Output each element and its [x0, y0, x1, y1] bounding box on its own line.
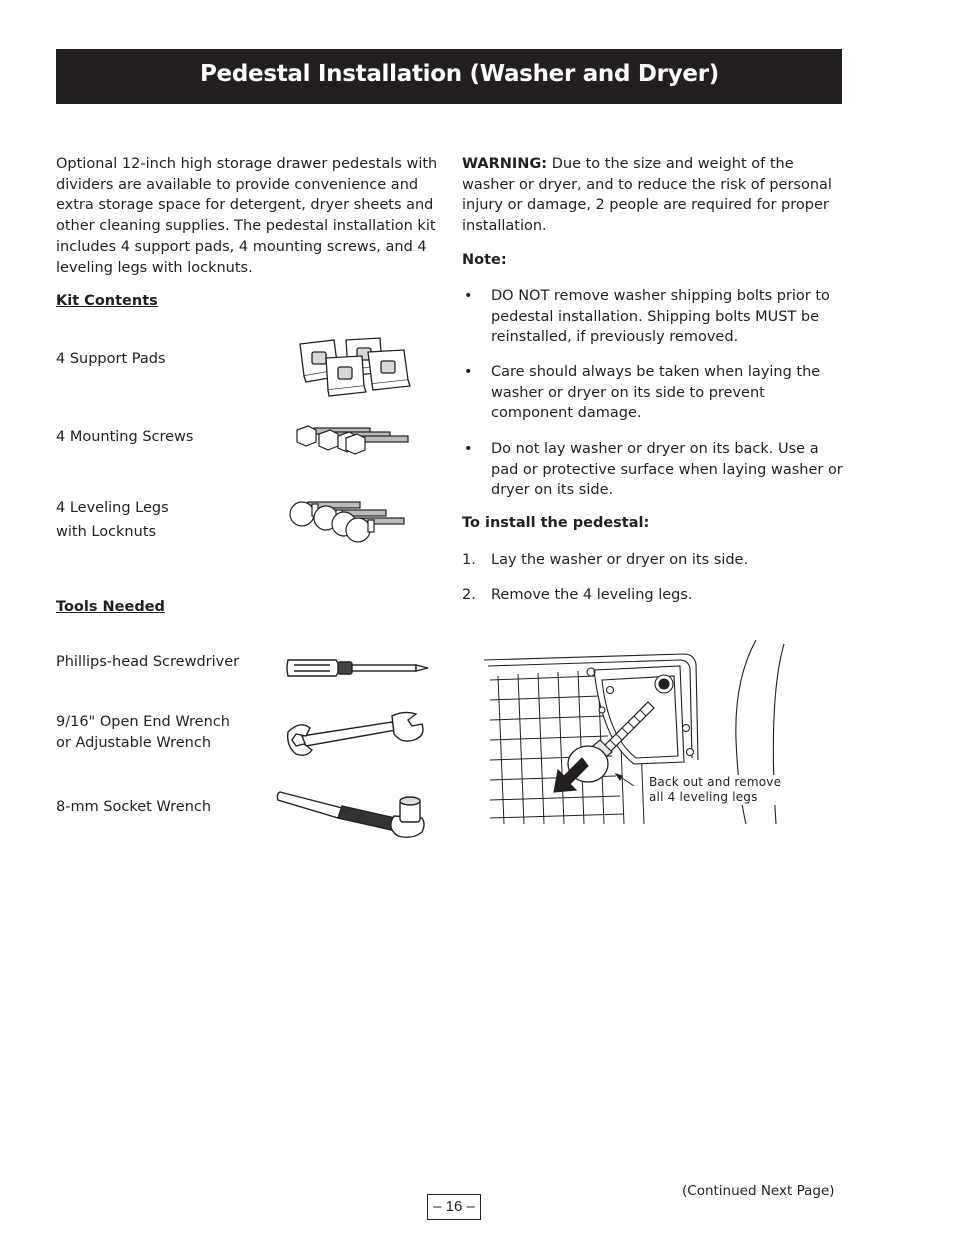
leveling-legs-label-line1: 4 Leveling Legs: [56, 500, 169, 516]
wrench-label-line1: 9/16" Open End Wrench: [56, 714, 230, 730]
step-number: 1.: [462, 552, 476, 568]
continued-note: (Continued Next Page): [682, 1183, 835, 1199]
tools-needed-heading: Tools Needed: [56, 599, 165, 615]
mounting-screws-label: 4 Mounting Screws: [56, 429, 194, 445]
step-number: 2.: [462, 587, 476, 603]
note-bullet: • Care should always be taken when laying the washer or dryer on its side to prevent component damage.: [462, 362, 844, 424]
socket-wrench-illustration: [276, 784, 432, 842]
note-bullet-text: DO NOT remove washer shipping bolts prior to pedestal installation. Shipping bolts MUST be reinstalled, if previously removed.: [491, 288, 830, 346]
leveling-legs-label: [56, 496, 256, 544]
support-pads-illustration: [294, 336, 414, 398]
support-pads-label: 4 Support Pads: [56, 351, 166, 367]
page-number: – 16 –: [427, 1194, 481, 1220]
screwdriver-illustration: [284, 654, 432, 682]
callout-line2: all 4 leveling legs: [649, 790, 758, 804]
step-text: Lay the washer or dryer on its side.: [491, 552, 749, 568]
warning-label: WARNING:: [462, 156, 548, 172]
note-bullet: • Do not lay washer or dryer on its back. Use a pad or protective surface when laying washer or dryer on its side.: [462, 439, 844, 501]
wrench-label: [56, 712, 256, 754]
callout-line1: Back out and remove: [649, 775, 782, 789]
diagram-callout: [649, 775, 819, 805]
note-bullet-text: Care should always be taken when laying the washer or dryer on its side to prevent component damage.: [491, 364, 821, 422]
warning-paragraph: [462, 154, 844, 237]
page-title: Pedestal Installation (Washer and Dryer): [200, 61, 719, 87]
screwdriver-label: Phillips-head Screwdriver: [56, 654, 240, 670]
title-bar: [56, 49, 842, 104]
wrench-label-line2: or Adjustable Wrench: [56, 735, 212, 751]
kit-contents-heading: Kit Contents: [56, 293, 158, 309]
leveling-legs-label-line2: with Locknuts: [56, 524, 157, 540]
warning-text: Due to the size and weight of the washer or dryer, and to reduce the risk of personal injury or damage, 2 people are required for proper installation.: [462, 156, 832, 235]
install-heading: To install the pedestal:: [462, 515, 650, 531]
note-label: Note:: [462, 252, 507, 268]
intro-paragraph: Optional 12-inch high storage drawer pedestals with dividers are available to provide convenience and extra storage space for detergent, dryer sheets and other cleaning supplies. The pedestal installation kit includes 4 support pads, 4 mounting screws, and 4 leveling legs with locknuts.: [56, 156, 438, 276]
step-text: Remove the 4 leveling legs.: [491, 587, 693, 603]
wrench-illustration: [282, 710, 428, 760]
note-bullet: • DO NOT remove washer shipping bolts prior to pedestal installation. Shipping bolts MUST be reinstalled, if previously removed.: [462, 286, 844, 348]
mounting-screws-illustration: [294, 418, 414, 456]
install-step: [462, 585, 844, 606]
socket-wrench-label: 8-mm Socket Wrench: [56, 799, 212, 815]
leveling-legs-illustration: [288, 494, 410, 546]
note-bullet-text: Do not lay washer or dryer on its back. Use a pad or protective surface when laying washer or dryer on its side.: [491, 441, 843, 499]
install-step: [462, 550, 844, 571]
